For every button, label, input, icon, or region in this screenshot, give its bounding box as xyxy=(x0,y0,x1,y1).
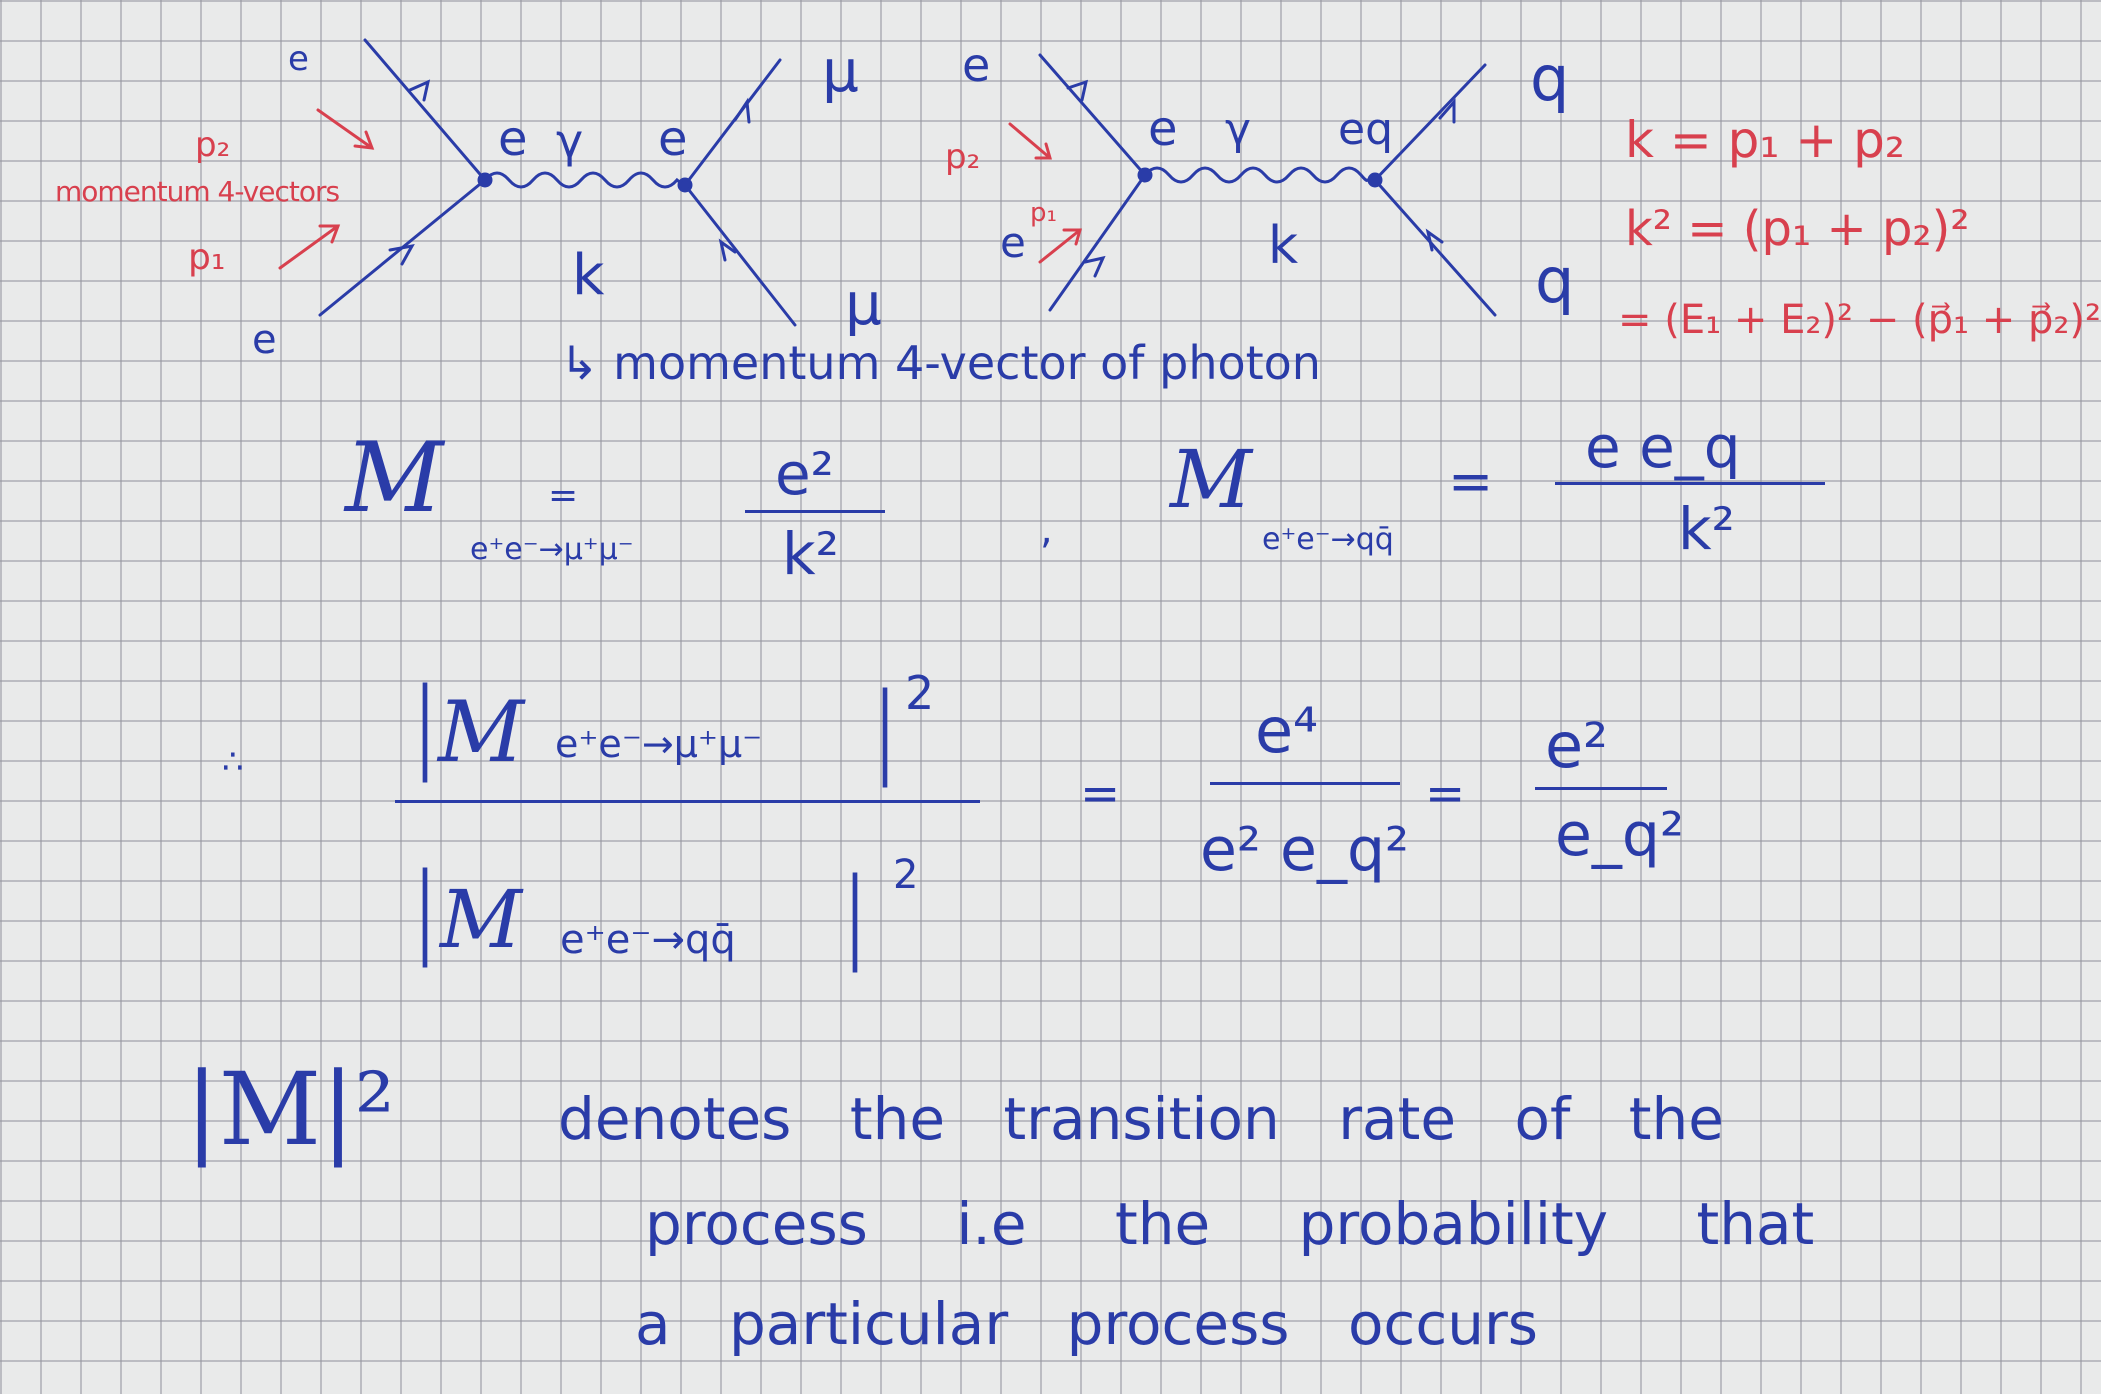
therefore-sign: ∴ xyxy=(222,742,244,782)
equals-sign-2: = xyxy=(1425,766,1466,822)
d2-incoming-top-fermion xyxy=(1040,55,1145,175)
final-numerator: e² xyxy=(1545,709,1608,782)
d1-label-mu-bottom: μ xyxy=(845,270,882,338)
d1-photon-propagator xyxy=(485,173,682,187)
d1-label-k: k xyxy=(572,243,605,308)
m2-subscript: e⁺e⁻→qq̄ xyxy=(1262,522,1394,557)
p1-arrow xyxy=(280,226,338,268)
m1-fraction-bar xyxy=(745,510,885,513)
m1-numerator: e² xyxy=(775,440,834,508)
d2-photon-propagator xyxy=(1145,168,1367,182)
d1-label-e-vertex-left: e xyxy=(498,111,528,167)
final-denominator: e_q² xyxy=(1555,800,1685,870)
mid-numerator: e⁴ xyxy=(1255,694,1318,767)
annotation-d2-p1: p₁ xyxy=(1030,198,1057,228)
m2-denominator: k² xyxy=(1678,495,1735,563)
final-fraction-bar xyxy=(1535,787,1667,790)
annotation-p1: p₁ xyxy=(188,237,226,278)
d2-label-q-top: q xyxy=(1530,42,1570,115)
photon-note: ↳ momentum 4-vector of photon xyxy=(560,336,1321,390)
d1-incoming-top-fermion xyxy=(365,40,485,180)
annotation-k-eq-3: = (E₁ + E₂)² − (p⃗₁ + p⃗₂)² xyxy=(1618,297,2101,343)
d2-label-e-bottom: e xyxy=(1000,218,1026,267)
annotation-k-eq-2: k² = (p₁ + p₂)² xyxy=(1625,201,1970,257)
m2-numerator: e e_q xyxy=(1585,413,1741,481)
ratio-fraction-bar xyxy=(395,800,980,803)
annotation-k-eq-1: k = p₁ + p₂ xyxy=(1625,111,1905,169)
d1-outgoing-bottom-fermion xyxy=(685,185,795,325)
explanation-line-2: process i.e the probability that xyxy=(645,1190,1815,1258)
d1-label-e-top: e xyxy=(288,39,309,79)
explanation-lhs: |M|² xyxy=(185,1051,395,1168)
annotation-momentum-4-vectors: momentum 4-vectors xyxy=(55,175,340,208)
d2-label-e-vertex-left: e xyxy=(1148,101,1178,157)
d1-outgoing-top-fermion xyxy=(685,60,780,185)
mid-fraction-bar xyxy=(1210,782,1400,785)
annotation-p2: p₂ xyxy=(195,125,231,165)
mid-denominator: e² e_q² xyxy=(1200,815,1410,885)
m1-subscript: e⁺e⁻→μ⁺μ⁻ xyxy=(470,532,634,567)
m2-symbol: M xyxy=(1170,433,1252,526)
d1-label-mu-top: μ xyxy=(822,37,859,105)
d2-p1-arrow xyxy=(1040,230,1080,262)
d2-label-k: k xyxy=(1268,216,1299,276)
d2-label-e-top: e xyxy=(962,38,991,92)
d1-label-gamma: γ xyxy=(556,114,584,168)
m2-fraction-bar xyxy=(1555,482,1825,485)
m1-symbol: M xyxy=(345,422,444,534)
d2-p2-arrow xyxy=(1010,124,1050,158)
ratio-numerator-subscript: e⁺e⁻→μ⁺μ⁻ xyxy=(555,722,763,766)
d1-label-e-vertex-right: e xyxy=(658,111,688,167)
explanation-line-3: a particular process occurs xyxy=(635,1290,1539,1358)
annotation-d2-p2: p₂ xyxy=(945,137,981,177)
d2-outgoing-bottom-fermion xyxy=(1375,180,1495,315)
d2-label-gamma: γ xyxy=(1225,104,1252,155)
d1-label-e-bottom: e xyxy=(252,317,277,363)
p2-arrow xyxy=(318,110,372,148)
explanation-line-1: denotes the transition rate of the xyxy=(558,1085,1724,1153)
equals-sign-1: = xyxy=(1080,766,1121,822)
separator-comma: , xyxy=(1040,507,1053,553)
d2-label-eq-vertex-right: eq xyxy=(1338,104,1393,155)
d2-label-q-bottom: q xyxy=(1535,244,1575,317)
m1-denominator: k² xyxy=(782,520,839,588)
ratio-denominator-subscript: e⁺e⁻→qq̄ xyxy=(560,917,736,963)
